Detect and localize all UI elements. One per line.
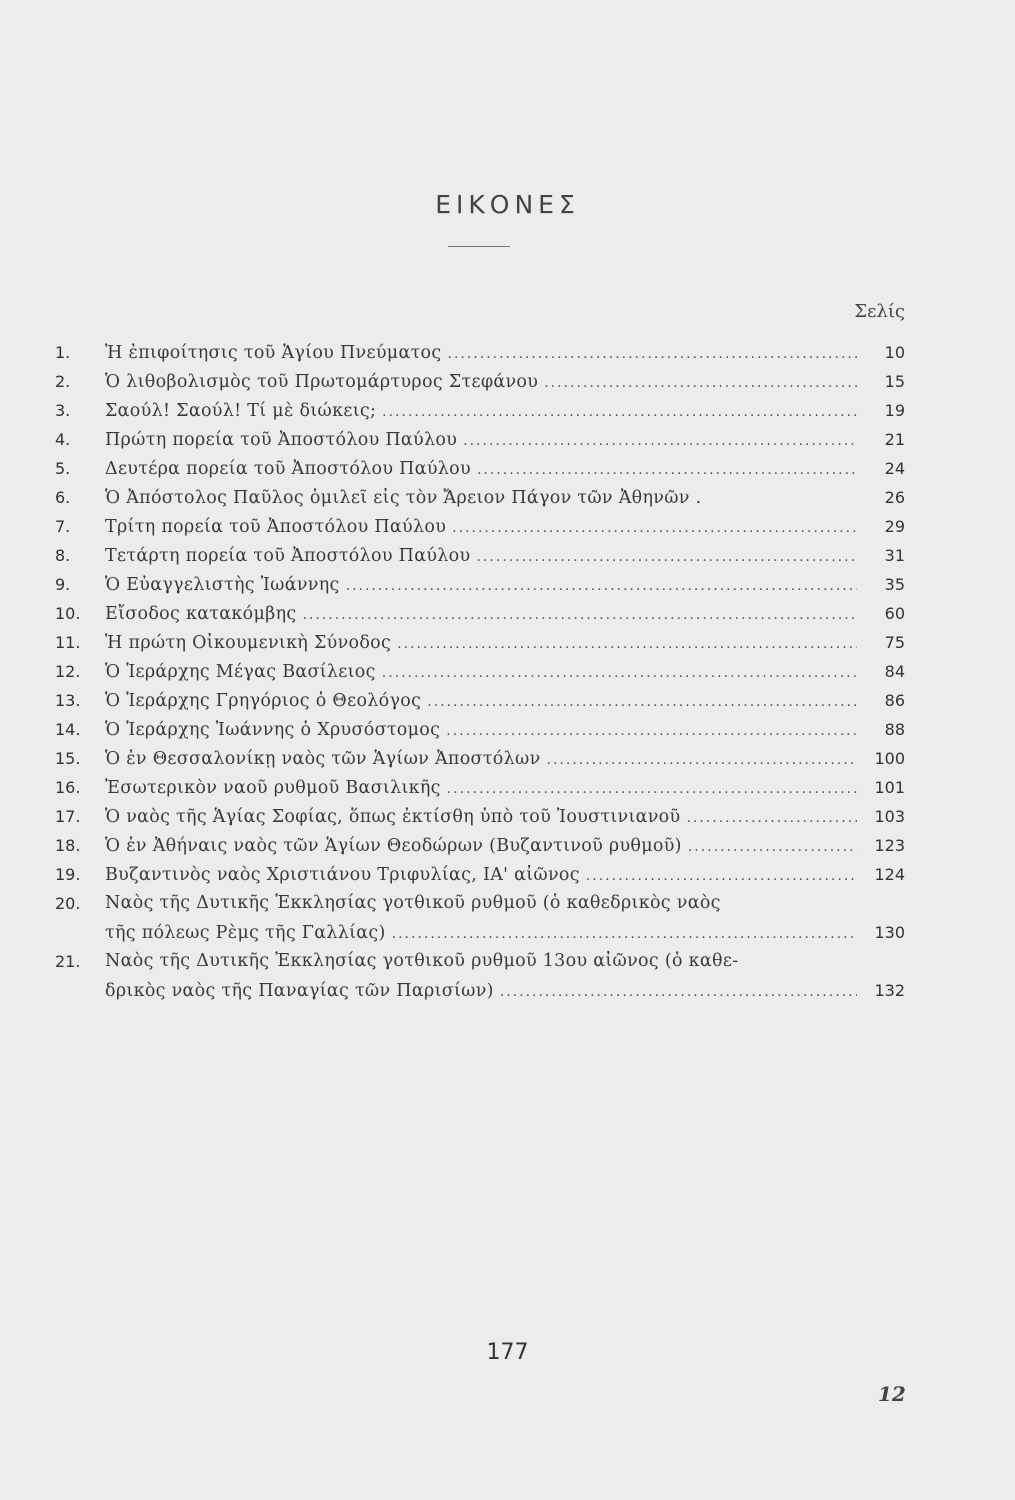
entry-page: 35 [884, 575, 905, 594]
entry-title: Ἡ πρώτη Οἰκουμενικὴ Σύνοδος [105, 633, 392, 653]
list-item [55, 570, 905, 599]
entry-title: Δευτέρα πορεία τοῦ Ἀποστόλου Παύλου [105, 459, 471, 479]
entry-number: 8. [55, 546, 71, 565]
leader-dots [500, 978, 857, 1007]
list-item [55, 599, 905, 628]
entry-title-line2: δρικὸς ναὸς τῆς Παναγίας τῶν Παρισίων) [105, 981, 494, 1001]
list-item [55, 454, 905, 483]
list-item [55, 425, 905, 454]
entry-title: Τρίτη πορεία τοῦ Ἀποστόλου Παύλου [105, 517, 447, 537]
entry-title: Βυζαντινὸς ναὸς Χριστιάνου Τριφυλίας, ΙΑ' αἰῶνος [105, 865, 580, 885]
entry-title: Τετάρτη πορεία τοῦ Ἀποστόλου Παύλου [105, 546, 471, 566]
entry-number: 17. [55, 807, 81, 826]
entry-page: 101 [874, 778, 905, 797]
entry-title: Σαούλ! Σαούλ! Τί μὲ διώκεις; [105, 401, 377, 421]
leader-dots [547, 746, 857, 775]
list-item [55, 396, 905, 425]
leader-dots [477, 456, 857, 485]
list-item [55, 831, 905, 860]
entry-number: 12. [55, 662, 81, 681]
entry-number: 18. [55, 836, 81, 855]
leader-dots [392, 920, 857, 949]
list-item [55, 860, 905, 889]
entry-title: Ἡ ἐπιφοίτησις τοῦ Ἁγίου Πνεύματος [105, 343, 442, 363]
entry-title: Ὁ λιθοβολισμὸς τοῦ Πρωτομάρτυρος Στεφάνου [105, 372, 539, 392]
table-of-illustrations [55, 338, 905, 1005]
entry-number: 9. [55, 575, 71, 594]
entry-page: 100 [874, 749, 905, 768]
entry-number: 7. [55, 517, 71, 536]
entry-page: 60 [884, 604, 905, 623]
leader-dots [688, 833, 857, 862]
entry-page: 29 [884, 517, 905, 536]
list-item [55, 686, 905, 715]
entry-title-line1: Ναὸς τῆς Δυτικῆς Ἐκκλησίας γοτθικοῦ ρυθμοῦ 13ου αἰῶνος (ὁ καθε- [105, 951, 739, 971]
list-item [55, 802, 905, 831]
entry-page: 15 [884, 372, 905, 391]
entry-page: 10 [884, 343, 905, 362]
entry-title: Ὁ Ἱεράρχης Μέγας Βασίλειος [105, 662, 376, 682]
leader-dots [427, 688, 857, 717]
leader-dots [397, 630, 857, 659]
entry-number: 20. [55, 894, 81, 913]
leader-dots [302, 601, 857, 630]
entry-number: 13. [55, 691, 81, 710]
entry-page: 130 [874, 923, 905, 942]
list-item [55, 715, 905, 744]
entries-list [55, 338, 905, 889]
leader-dots [463, 427, 857, 456]
entry-page: 31 [884, 546, 905, 565]
page-number: 177 [486, 1340, 529, 1365]
list-item [55, 338, 905, 367]
entry-title-line2: τῆς πόλεως Ρὲμς τῆς Γαλλίας) [105, 923, 386, 943]
leader-dots [382, 659, 857, 688]
entry-number: 3. [55, 401, 71, 420]
leader-dots [446, 717, 857, 746]
entry-number: 10. [55, 604, 81, 623]
list-item [55, 512, 905, 541]
list-item [55, 773, 905, 802]
entry-page: 88 [884, 720, 905, 739]
entry-page: 75 [884, 633, 905, 652]
list-item [55, 889, 905, 947]
entry-title: Ἐσωτερικὸν ναοῦ ρυθμοῦ Βασιλικῆς [105, 778, 441, 798]
leader-dots [452, 514, 857, 543]
entry-title: Ὁ ἐν Ἀθήναις ναὸς τῶν Ἁγίων Θεοδώρων (Βυζαντινοῦ ρυθμοῦ) [105, 836, 682, 856]
list-item [55, 367, 905, 396]
handwritten-note: 12 [878, 1382, 906, 1406]
entry-page: 103 [874, 807, 905, 826]
entry-number: 19. [55, 865, 81, 884]
entry-page: 24 [884, 459, 905, 478]
entry-title: Ὁ Εὐαγγελιστὴς Ἰωάννης [105, 575, 340, 595]
leader-dots [586, 862, 857, 891]
entry-title: Ὁ Ἀπόστολος Παῦλος ὁμιλεῖ εἰς τὸν Ἄρειον Πάγον τῶν Ἀθηνῶν . [105, 488, 702, 508]
entry-number: 5. [55, 459, 71, 478]
page-heading: ΕΙΚΟΝΕΣ [435, 190, 580, 219]
leader-dots [476, 543, 857, 572]
leader-dots [686, 804, 857, 833]
entry-title: Ὁ ναὸς τῆς Ἁγίας Σοφίας, ὅπως ἐκτίσθη ὑπὸ τοῦ Ἰουστινιανοῦ [105, 807, 681, 827]
entry-number: 1. [55, 343, 71, 362]
list-item [55, 541, 905, 570]
entry-title-line1: Ναὸς τῆς Δυτικῆς Ἐκκλησίας γοτθικοῦ ρυθμοῦ (ὁ καθεδρικὸς ναὸς [105, 893, 721, 913]
entry-page: 84 [884, 662, 905, 681]
leader-dots [382, 398, 857, 427]
leader-dots [447, 775, 857, 804]
entry-number: 4. [55, 430, 71, 449]
heading-rule [448, 246, 510, 247]
entry-number: 21. [55, 952, 81, 971]
entry-title: Ὁ Ἱεράρχης Ἰωάννης ὁ Χρυσόστομος [105, 720, 441, 740]
entry-page: 21 [884, 430, 905, 449]
entry-title: Ὁ Ἱεράρχης Γρηγόριος ὁ Θεολόγος [105, 691, 422, 711]
entry-number: 11. [55, 633, 81, 652]
entry-number: 15. [55, 749, 81, 768]
pages-column-label: Σελίς [854, 301, 905, 322]
list-item [55, 744, 905, 773]
entry-title: Πρώτη πορεία τοῦ Ἀποστόλου Παύλου [105, 430, 458, 450]
list-item [55, 657, 905, 686]
entry-number: 2. [55, 372, 71, 391]
leader-dots [346, 572, 857, 601]
list-item [55, 628, 905, 657]
list-item [55, 947, 905, 1005]
entry-page: 123 [874, 836, 905, 855]
leader-dots [544, 369, 857, 398]
list-item [55, 483, 905, 512]
entry-title: Εἴσοδος κατακόμβης [105, 604, 297, 624]
entry-title: Ὁ ἐν Θεσσαλονίκῃ ναὸς τῶν Ἁγίων Ἀποστόλων [105, 749, 541, 769]
entry-number: 16. [55, 778, 81, 797]
entry-page: 86 [884, 691, 905, 710]
entry-page: 19 [884, 401, 905, 420]
leader-dots [448, 340, 858, 369]
entry-page: 26 [884, 488, 905, 507]
entry-number: 14. [55, 720, 81, 739]
entry-number: 6. [55, 488, 71, 507]
entry-page: 124 [874, 865, 905, 884]
entry-page: 132 [874, 981, 905, 1000]
